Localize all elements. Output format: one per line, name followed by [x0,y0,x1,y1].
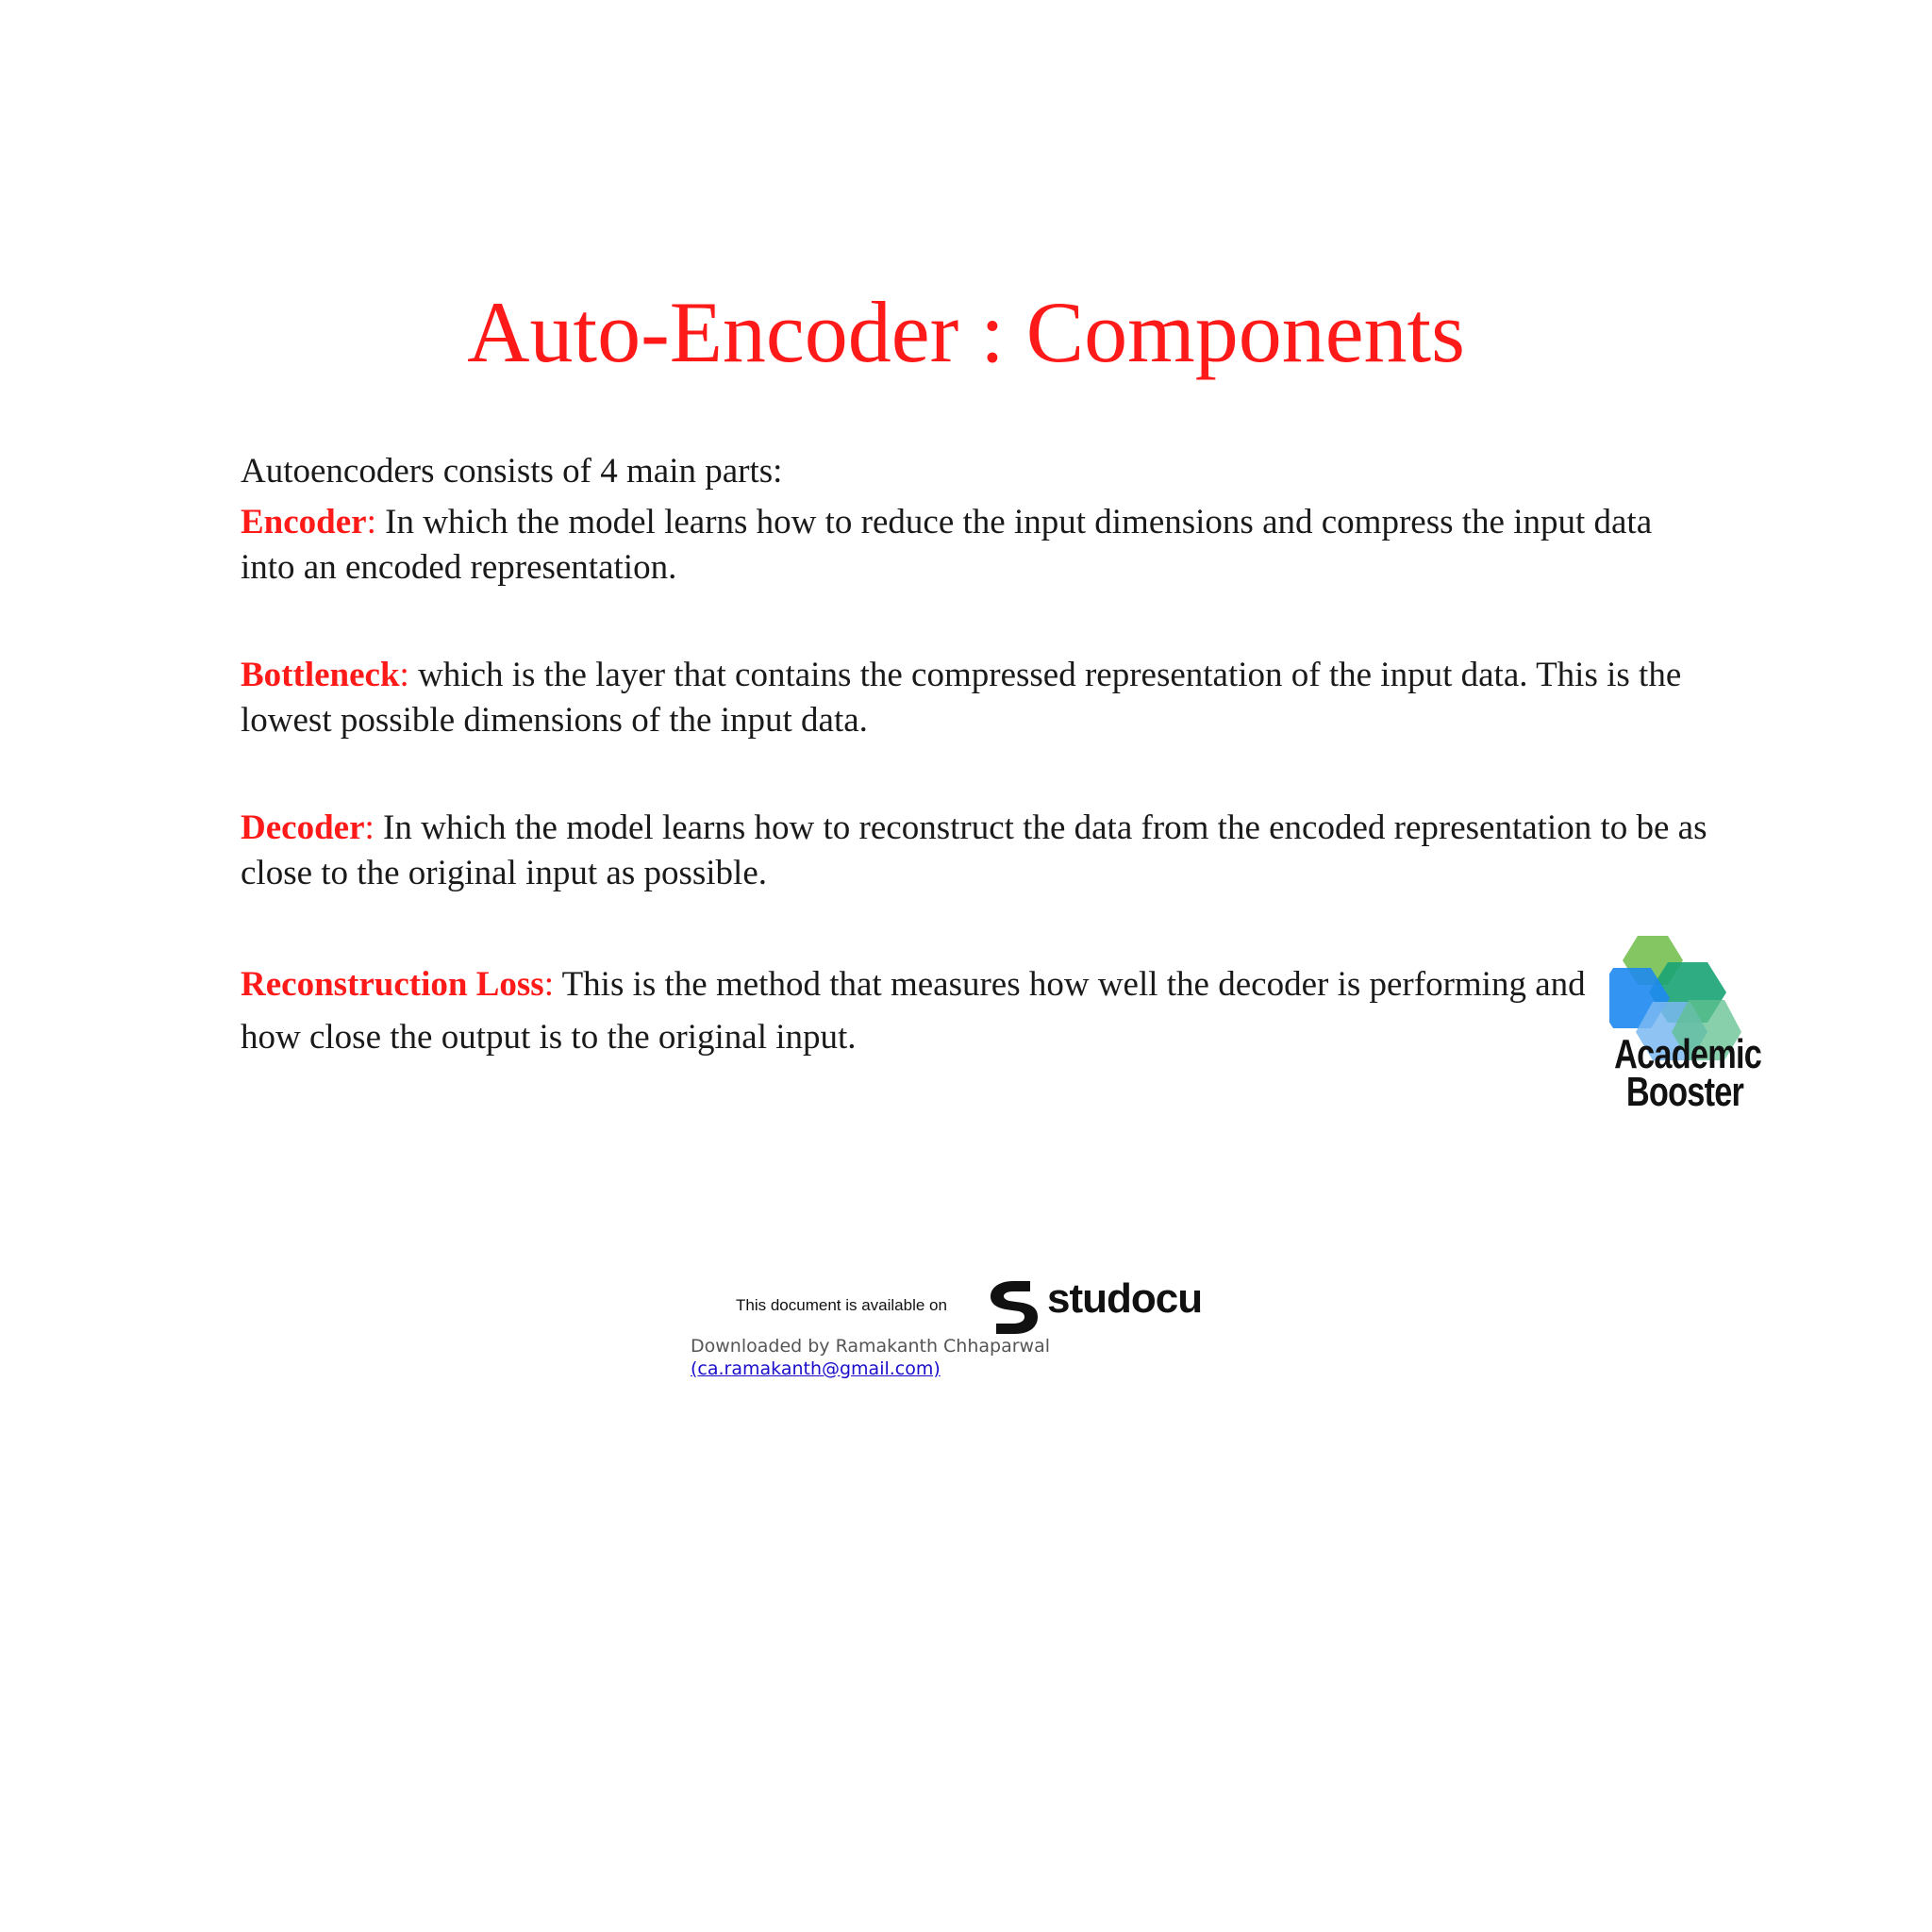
footer-available-text: This document is available on [736,1296,947,1314]
logo-line-2: Booster [1625,1069,1744,1115]
component-description: In which the model learns how to reconstruct the data from the encoded representation to be as close to the original input as possible. [241,808,1707,892]
component-colon: : [366,503,376,541]
component-description: which is the layer that contains the compressed representation of the input data. This is the lowest possible dimensions of the input data. [241,656,1682,740]
component-description: In which the model learns how to reduce the input dimensions and compress the input data into an encoded representation. [241,503,1653,587]
component-description: This is the method that measures how well the decoder is performing and how close the output is to the original input. [241,965,1586,1057]
studocu-logo-icon [987,1279,1040,1336]
component-bottleneck [241,653,1712,743]
component-term: Encoder [241,503,367,541]
component-term: Reconstruction Loss [241,965,544,1004]
email-link[interactable]: (ca.ramakanth@gmail.com) [691,1358,941,1379]
component-colon: : [543,965,554,1004]
downloaded-by-text: Downloaded by Ramakanth Chhaparwal [691,1336,1051,1357]
studocu-brand: studocu [1047,1275,1203,1322]
component-colon: : [364,808,375,847]
logo-line-1: Academic [1614,1031,1762,1077]
page-title: Auto-Encoder : Components [467,284,1465,380]
academic-booster-logo-text [1614,1031,1762,1115]
component-term: Bottleneck [241,656,400,694]
component-encoder [241,500,1712,591]
component-reconstruction-loss [241,958,1618,1064]
intro-text: Autoencoders consists of 4 main parts: [241,452,783,491]
component-decoder [241,806,1712,896]
component-colon: : [399,656,409,694]
component-term: Decoder [241,808,365,847]
